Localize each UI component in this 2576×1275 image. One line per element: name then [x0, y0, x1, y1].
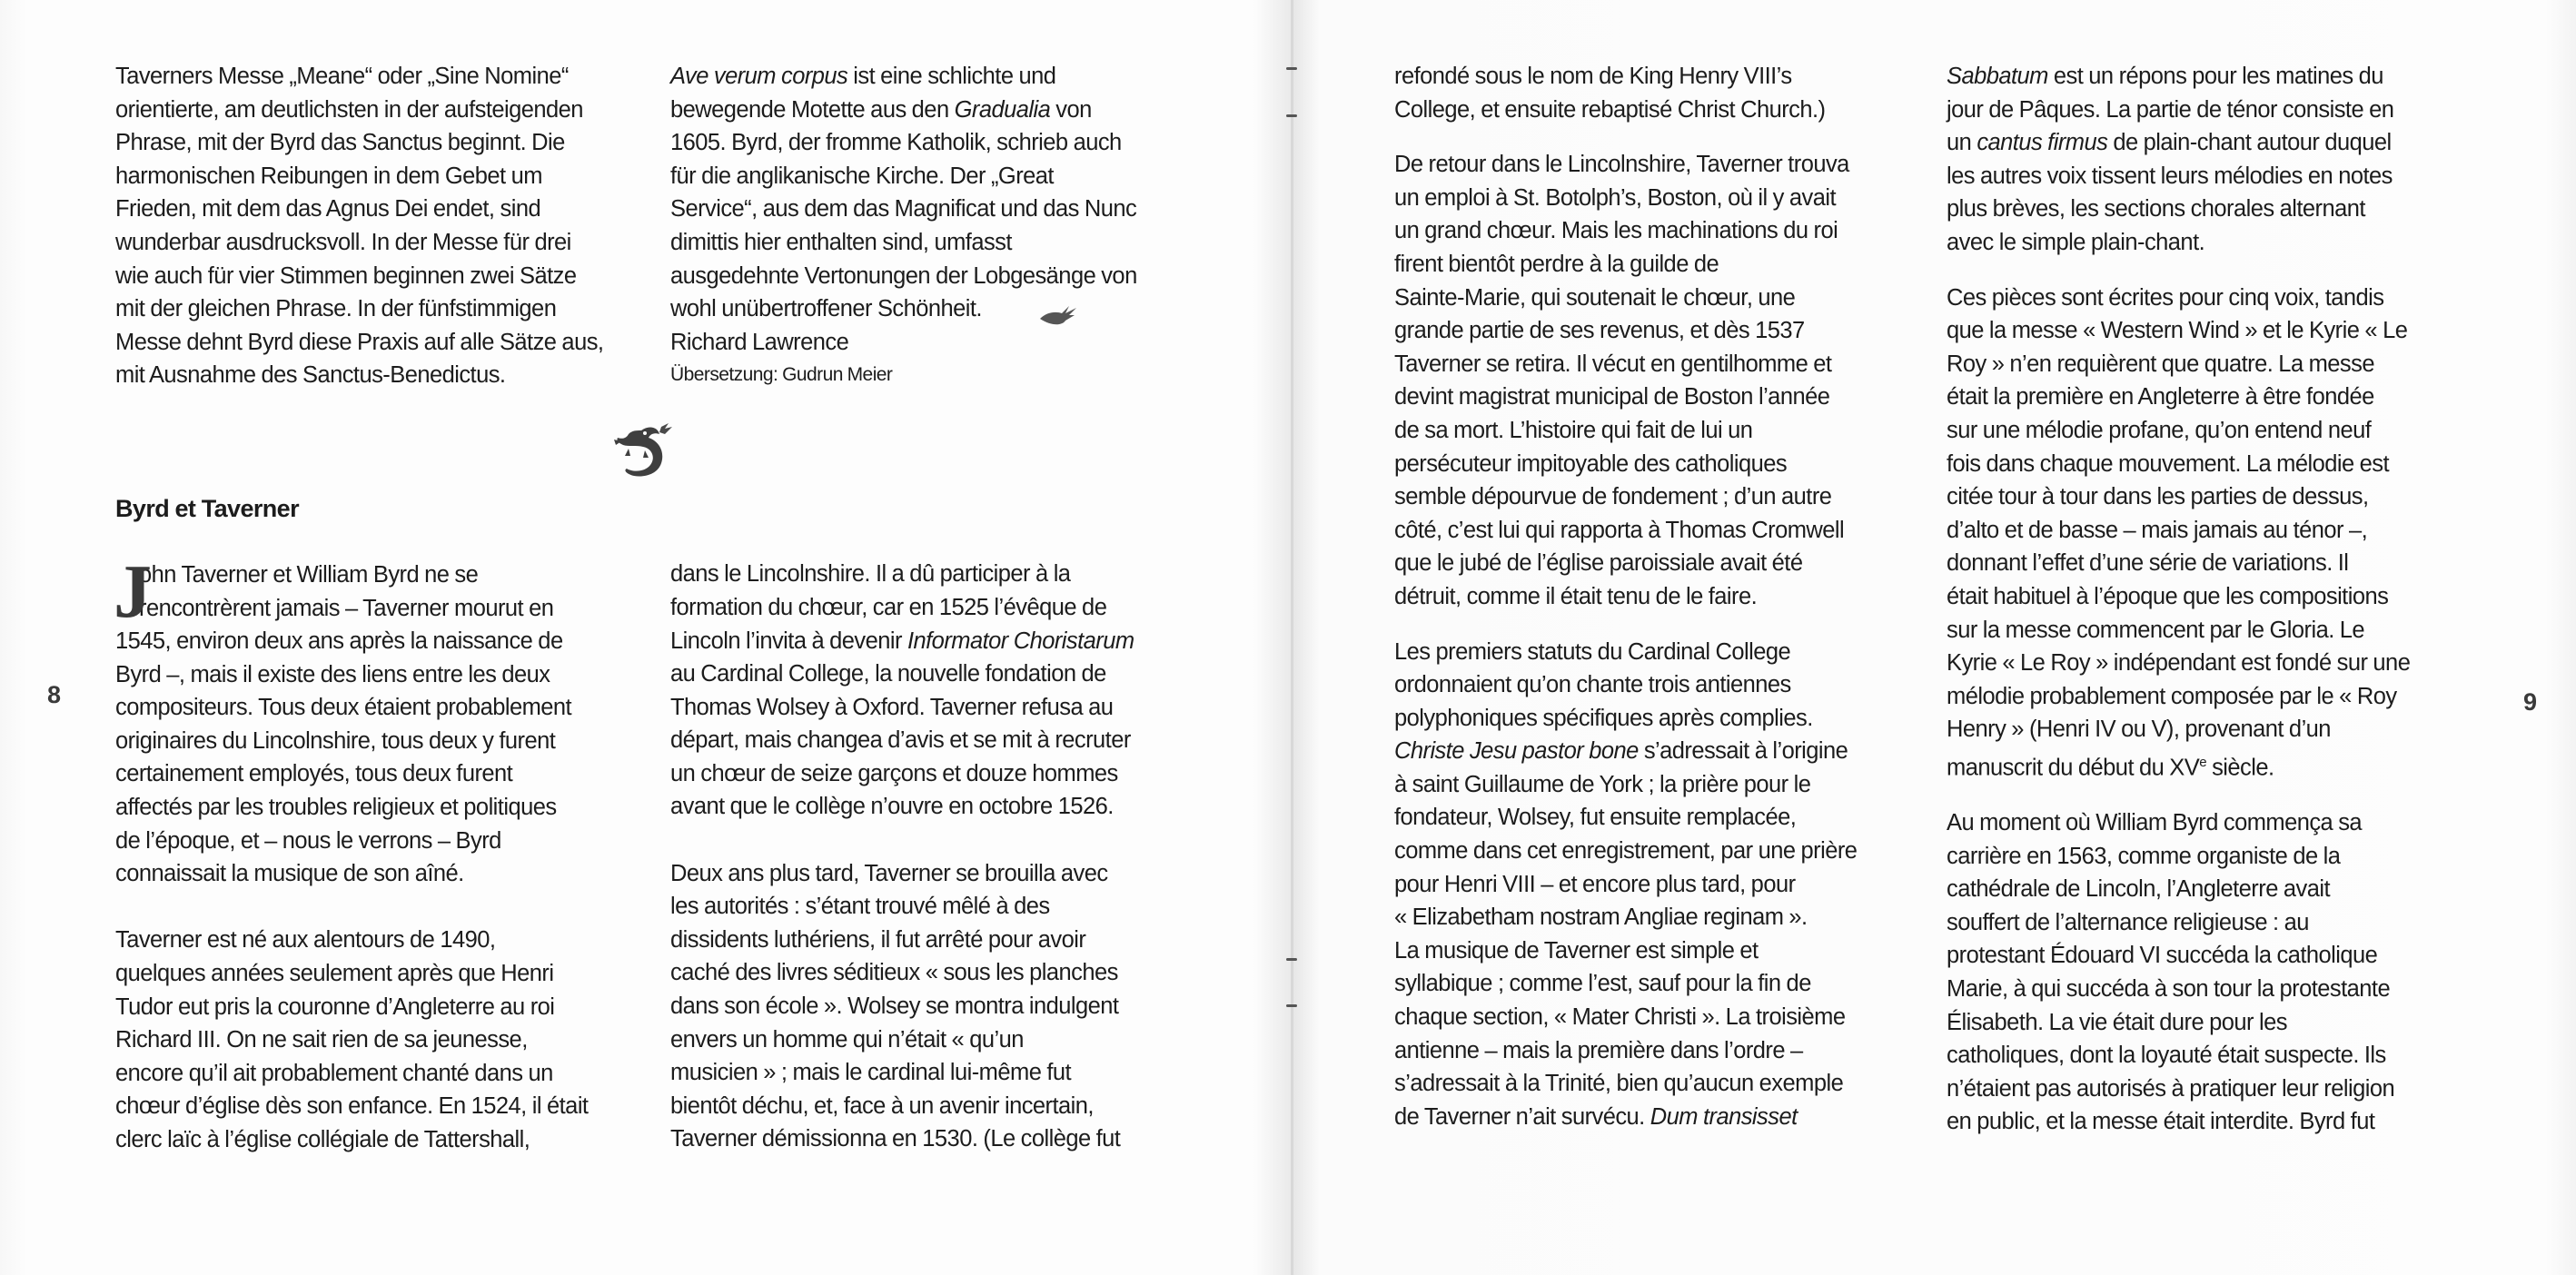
binding-staple — [1286, 1004, 1297, 1007]
birth-paragraph — [115, 924, 638, 1156]
text-line: harmonischen Reibungen in dem Gebet um — [115, 163, 542, 189]
byrd-career-paragraph — [1947, 806, 2482, 1139]
sabbatum-paragraph — [1947, 60, 2482, 260]
text-line: au Cardinal College, la nouvelle fondation de — [670, 661, 1106, 687]
text-line: antienne – mais la première dans l’ordre – — [1394, 1037, 1803, 1063]
lincolnshire-paragraph — [1394, 148, 1930, 613]
german-paragraph-end — [115, 60, 638, 392]
text-line: rencontrèrent jamais – Taverner mourut en — [139, 595, 554, 621]
text: bewegende Motette aus den — [670, 96, 955, 123]
ave-verum-paragraph — [670, 60, 1206, 326]
text-line: affectés par les troubles religieux et politiques — [115, 795, 557, 821]
text-line: dimittis hier enthalten sind, umfasst — [670, 229, 1012, 255]
page-number-left: 8 — [47, 681, 62, 708]
flame-leaf-icon — [1038, 304, 1078, 328]
western-wind-paragraph — [1947, 282, 2482, 785]
text: manuscrit du début du XV — [1947, 755, 2200, 781]
text-lines — [670, 657, 1206, 824]
text-line: envers un homme qui n’était « qu’un — [670, 1026, 1024, 1053]
text-line: les autres voix tissent leurs mélodies en notes — [1947, 163, 2393, 189]
text-line: College, et ensuite rebaptisé Christ Church.) — [1394, 96, 1826, 123]
text-lines — [1394, 768, 1930, 1101]
left-column-2 — [670, 60, 1206, 1156]
text-line: chaque section, « Mater Christi ». La troisième — [1394, 1004, 1846, 1031]
text-line: chœur d’église dès son enfance. En 1524, il était — [115, 1093, 589, 1120]
authorities-paragraph — [670, 857, 1206, 1156]
text-line: bientôt déchu, et, face à un avenir incertain, — [670, 1092, 1094, 1119]
text-line: De retour dans le Lincolnshire, Taverner trouva — [1394, 152, 1849, 178]
text-line: de sa mort. L’histoire qui fait de lui un — [1394, 417, 1753, 443]
text-line: originaires du Lincolnshire, tous deux y furent — [115, 727, 556, 754]
right-column-2 — [1947, 60, 2482, 1139]
intro-paragraph — [114, 549, 638, 891]
text-line: firent bientôt perdre à la guilde de — [1394, 251, 1719, 277]
binding-staple — [1286, 67, 1297, 70]
work-title: Sabbatum — [1947, 64, 2048, 89]
choir-paragraph — [670, 558, 1206, 824]
text-line: s’adressait à la Trinité, bien qu’aucun exemple — [1394, 1071, 1844, 1097]
text-line: jour de Pâques. La partie de ténor consiste en — [1947, 96, 2394, 123]
text-line: 1545, environ deux ans après la naissance de — [115, 628, 563, 655]
text-line: dissidents luthériens, il fut arrêté pour avoir — [670, 926, 1086, 953]
text-line: Frieden, mit dem das Agnus Dei endet, sind — [115, 196, 541, 222]
text-line: dans le Lincolnshire. Il a dû participer à la — [670, 561, 1071, 588]
author-credit: Richard Lawrence — [670, 329, 849, 355]
text-line: détruit, comme il était tenu de le faire. — [1394, 583, 1758, 609]
text-line: un emploi à St. Botolph’s, Boston, où il y avait — [1394, 184, 1837, 211]
text-line: que le jubé de l’église paroissiale avait été — [1394, 550, 1803, 577]
text-line: quelques années seulement après que Henri — [115, 961, 554, 987]
text-line: côté, c’est lui qui rapporta à Thomas Cromwell — [1394, 517, 1845, 543]
translator-credit: Übersetzung: Gudrun Meier — [670, 364, 893, 386]
latin-term: cantus firmus — [1977, 130, 2108, 156]
text-line: wohl unübertroffener Schönheit. — [670, 296, 982, 322]
text-line: cathédrale de Lincoln, l’Angleterre avait — [1947, 876, 2330, 903]
text-line: catholiques, dont la loyauté était suspecte. Ils — [1947, 1043, 2386, 1069]
superscript: e — [2199, 754, 2207, 770]
work-title: Christe Jesu pastor bone — [1394, 738, 1639, 765]
text-line: souffert de l’alternance religieuse : au — [1947, 909, 2309, 935]
text-line: à saint Guillaume de York ; la prière pour le — [1394, 771, 1811, 797]
text-line: caché des livres séditieux « sous les planches — [670, 960, 1118, 986]
text-line: syllabique ; comme l’est, sauf pour la fin de — [1394, 971, 1811, 997]
text-line: Byrd –, mais il existe des liens entre les deux — [115, 661, 550, 687]
latin-title: Informator Choristarum — [907, 628, 1134, 654]
text: un — [1947, 130, 1977, 156]
text-line: compositeurs. Tous deux étaient probablement — [115, 695, 572, 721]
text-line: mit der gleichen Phrase. In der fünfstimmigen — [115, 296, 557, 322]
text-line: refondé sous le nom de King Henry VIII’s — [1394, 64, 1792, 89]
text-line: certainement employés, tous deux furent — [115, 761, 513, 787]
text: siècle. — [2206, 755, 2274, 781]
text-line: Phrase, mit der Byrd das Sanctus beginnt. Die — [115, 130, 565, 156]
text-line: orientierte, am deutlichsten in der aufsteigenden — [115, 96, 583, 123]
text-line: Deux ans plus tard, Taverner se brouilla avec — [670, 860, 1108, 886]
text: Lincoln l’invita à devenir — [670, 628, 907, 654]
text: de plain-chant autour duquel — [2107, 130, 2392, 156]
work-title: Gradualia — [954, 96, 1051, 123]
left-column-1 — [115, 60, 638, 1157]
binding-staple — [1286, 114, 1297, 117]
text-line: Sainte-Marie, qui soutenait le chœur, une — [1394, 284, 1796, 311]
text-line: sur la messe commencent par le Gloria. Le — [1947, 617, 2365, 643]
text-line: Taverner est né aux alentours de 1490, — [115, 927, 496, 954]
text: est un répons pour les matines du — [2047, 64, 2383, 89]
text-line: Taverners Messe „Meane“ oder „Sine Nomine“ — [115, 64, 569, 89]
text-line: fois dans chaque mouvement. La mélodie est — [1947, 450, 2390, 477]
text-line: que la messe « Western Wind » et le Kyrie « Le — [1947, 318, 2408, 344]
text-line: connaissait la musique de son aîné. — [115, 861, 464, 887]
text-line: mit Ausnahme des Sanctus-Benedictus. — [115, 362, 506, 389]
text-line: wie auch für vier Stimmen beginnen zwei Sätze — [115, 262, 577, 289]
intro-lines — [114, 549, 638, 891]
text-line: wunderbar ausdrucksvoll. In der Messe für drei — [115, 229, 571, 255]
binding-staple — [1286, 958, 1297, 961]
text-line: Taverner se retira. Il vécut en gentilhomme et — [1394, 351, 1832, 377]
text-line: n’étaient pas autorisés à pratiquer leur religion — [1947, 1075, 2395, 1102]
text-line: ausgedehnte Vertonungen der Lobgesänge von — [670, 262, 1137, 289]
text-lines — [1947, 282, 2482, 746]
text-line: Kyrie « Le Roy » indépendant est fondé sur une — [1947, 650, 2411, 677]
text-line: pour Henri VIII – et encore plus tard, pour — [1394, 871, 1796, 897]
text-line: Thomas Wolsey à Oxford. Taverner refusa au — [670, 694, 1114, 720]
text-line: encore qu’il ait probablement chanté dans un — [115, 1060, 553, 1086]
text-line: était la première en Angleterre à être fondée — [1947, 384, 2374, 410]
text-line: clerc laïc à l’église collégiale de Tattershall, — [115, 1127, 530, 1152]
text-line: Richard III. On ne sait rien de sa jeunesse, — [115, 1027, 528, 1053]
dragon-icon — [609, 420, 674, 485]
work-title: Ave verum corpus — [670, 64, 848, 89]
text-line: für die anglikanische Kirche. Der „Great — [670, 163, 1054, 189]
text-line: Henry » (Henri IV ou V), provenant d’un — [1947, 717, 2331, 743]
text-line: sur une mélodie profane, qu’on entend neuf — [1947, 417, 2372, 443]
text-line: semble dépourvue de fondement ; d’un autre — [1394, 484, 1832, 510]
text-line: persécuteur impitoyable des catholiques — [1394, 450, 1788, 477]
text: s’adressait à l’origine — [1638, 738, 1848, 765]
drop-cap: J — [114, 549, 152, 634]
text-line: un chœur de seize garçons et douze hommes — [670, 760, 1118, 786]
text-line: de l’époque, et – nous le verrons – Byrd — [115, 827, 501, 854]
book-spine — [1291, 0, 1293, 1275]
text-line: citée tour à tour dans les parties de dessus, — [1947, 484, 2369, 510]
text-line: musicien » ; mais le cardinal lui-même fut — [670, 1060, 1072, 1086]
text-line: d’alto et de basse – mais jamais au ténor –, — [1947, 517, 2368, 543]
text-line: grande partie de ses revenus, et dès 1537 — [1394, 318, 1805, 344]
text-lines — [1947, 160, 2482, 260]
text-line: 1605. Byrd, der fromme Katholik, schrieb auch — [670, 130, 1122, 156]
text-line: avant que le collège n’ouvre en octobre 1526. — [670, 794, 1114, 820]
text-line: « Elizabetham nostram Angliae reginam ». — [1394, 904, 1808, 931]
text-line: comme dans cet enregistrement, par une prière — [1394, 838, 1858, 865]
text-line: avec le simple plain-chant. — [1947, 229, 2205, 255]
text-line: formation du chœur, car en 1525 l’évêque de — [670, 594, 1107, 620]
text-line: Au moment où William Byrd commença sa — [1947, 809, 2363, 835]
text-line: Les premiers statuts du Cardinal College — [1394, 638, 1791, 665]
text-line: ordonnaient qu’on chante trois antiennes — [1394, 672, 1791, 698]
text-lines — [670, 126, 1206, 326]
text-line: en public, et la messe était interdite. Byrd fut — [1947, 1109, 2375, 1135]
page-number-right: 9 — [2523, 688, 2538, 716]
work-title: Dum transisset — [1650, 1103, 1798, 1130]
text: de Taverner n’ait survécu. — [1394, 1103, 1650, 1130]
text-line: départ, mais changea d’avis et se mit à recruter — [670, 727, 1131, 754]
text-line: polyphoniques spécifiques après complies. — [1394, 705, 1813, 731]
text-line: dans son école ». Wolsey se montra indulgent — [670, 993, 1119, 1020]
college-paragraph — [1394, 60, 1930, 126]
text-line: Élisabeth. La vie était dure pour les — [1947, 1009, 2287, 1035]
text-line: ohn Taverner et William Byrd ne se — [139, 561, 479, 588]
statutes-paragraph — [1394, 636, 1930, 1134]
text-line: protestant Édouard VI succéda la catholique — [1947, 943, 2378, 969]
text-line: carrière en 1563, comme organiste de la — [1947, 843, 2341, 869]
text-line: Ces pièces sont écrites pour cinq voix, tandis — [1947, 284, 2384, 311]
text-line: mélodie probablement composée par le « Roy — [1947, 683, 2397, 709]
text: ist eine schlichte und — [847, 64, 1056, 89]
text-line: plus brèves, les sections chorales alternant — [1947, 196, 2365, 222]
text-line: Roy » n’en requièrent que quatre. La messe — [1947, 351, 2374, 377]
text-line: La musique de Taverner est simple et — [1394, 937, 1759, 964]
text-line: Messe dehnt Byrd diese Praxis auf alle Sätze aus, — [115, 329, 604, 355]
right-column-1 — [1394, 60, 1930, 1133]
text-line: donnant l’effet d’une série de variations. Il — [1947, 550, 2349, 577]
text-line: Taverner démissionna en 1530. (Le collège fut — [670, 1126, 1121, 1152]
text-line: était habituel à l’époque que les compositions — [1947, 583, 2389, 609]
text: von — [1050, 96, 1092, 123]
text-line: Tudor eut pris la couronne d’Angleterre au roi — [115, 993, 555, 1020]
text-line: devint magistrat municipal de Boston l’année — [1394, 384, 1830, 410]
text-line: Service“, aus dem das Magnificat und das Nunc — [670, 196, 1137, 222]
text-line: un grand chœur. Mais les machinations du roi — [1394, 218, 1838, 244]
text-line: les autorités : s’étant trouvé mêlé à des — [670, 894, 1050, 920]
text-line: Marie, à qui succéda à son tour la protestante — [1947, 975, 2391, 1002]
section-heading: Byrd et Taverner — [115, 494, 299, 522]
text-line: fondateur, Wolsey, fut ensuite remplacée, — [1394, 805, 1797, 831]
